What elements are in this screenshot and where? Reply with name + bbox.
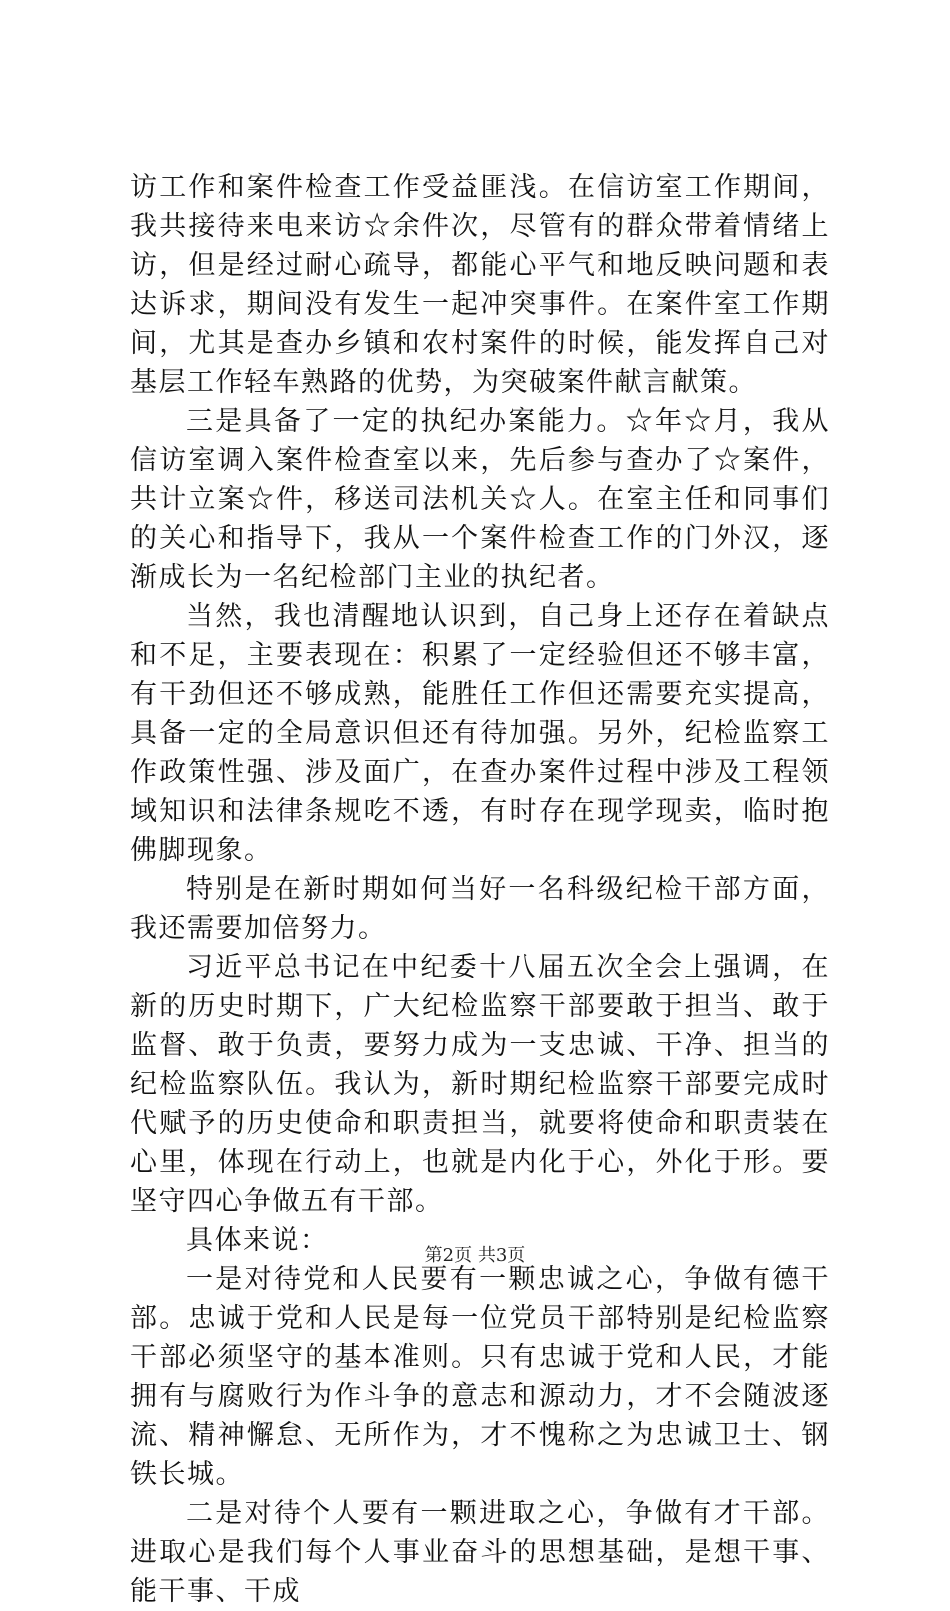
body-paragraph: 三是具备了一定的执纪办案能力。☆年☆月，我从信访室调入案件检查室以来，先后参与查办了☆案件，共计立案☆件，移送司法机关☆人。在室主任和同事们的关心和指导下，我从一个案件检查工作的门外汉，逐渐成长为一名纪检部门主业的执纪者。 — [130, 406, 830, 593]
body-paragraph: 一是对待党和人民要有一颗忠诚之心，争做有德干部。忠诚于党和人民是每一位党员干部特别是纪检监察干部必须坚守的基本准则。只有忠诚于党和人民，才能拥有与腐败行为作斗争的意志和源动力，才不会随波逐流、精神懈怠、无所作为，才不愧称之为忠诚卫士、钢铁长城。 — [130, 1264, 830, 1490]
document-body — [130, 168, 830, 1611]
body-paragraph: 当然，我也清醒地认识到，自己身上还存在着缺点和不足，主要表现在：积累了一定经验但还不够丰富，有干劲但还不够成熟，能胜任工作但还需要充实提高，具备一定的全局意识但还有待加强。另外，纪检监察工作政策性强、涉及面广，在查办案件过程中涉及工程领域知识和法律条规吃不透，有时存在现学现卖，临时抱佛脚现象。 — [130, 601, 830, 866]
body-paragraph: 访工作和案件检查工作受益匪浅。在信访室工作期间，我共接待来电来访☆余件次，尽管有的群众带着情绪上访，但是经过耐心疏导，都能心平气和地反映问题和表达诉求，期间没有发生一起冲突事件。在案件室工作期间，尤其是查办乡镇和农村案件的时候，能发挥自己对基层工作轻车熟路的优势，为突破案件献言献策。 — [130, 172, 830, 398]
body-paragraph: 习近平总书记在中纪委十八届五次全会上强调，在新的历史时期下，广大纪检监察干部要敢于担当、敢于监督、敢于负责，要努力成为一支忠诚、干净、担当的纪检监察队伍。我认为，新时期纪检监察干部要完成时代赋予的历史使命和职责担当，就要将使命和职责装在心里，体现在行动上，也就是内化于心，外化于形。要坚守四心争做五有干部。 — [130, 952, 830, 1217]
body-paragraph: 特别是在新时期如何当好一名科级纪检干部方面，我还需要加倍努力。 — [130, 874, 830, 944]
page-footer: 第2页 共3页 — [424, 1245, 526, 1266]
body-paragraph: 二是对待个人要有一颗进取之心，争做有才干部。进取心是我们每个人事业奋斗的思想基础，是想干事、能干事、干成 — [130, 1498, 830, 1607]
body-paragraph: 具体来说： — [186, 1225, 329, 1256]
